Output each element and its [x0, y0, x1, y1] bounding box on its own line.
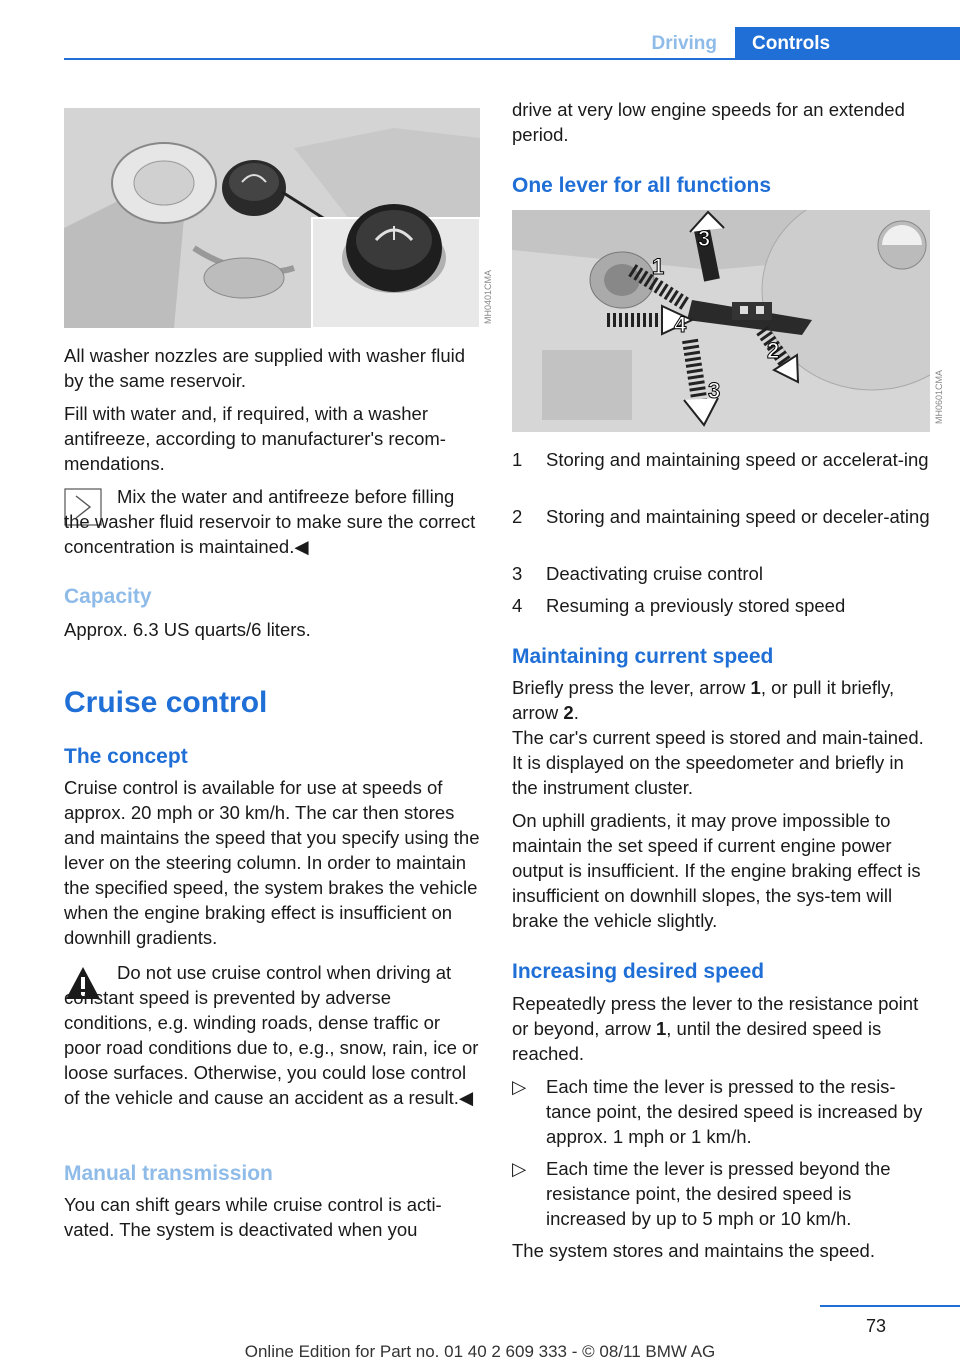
capacity-text: Approx. 6.3 US quarts/6 liters.	[64, 619, 311, 640]
washer-reservoir-photo	[64, 108, 480, 328]
lever-item-3	[512, 561, 936, 586]
continued-text: drive at very low engine speeds for an extended period.	[512, 99, 905, 145]
footer-rule	[820, 1305, 960, 1307]
maintaining-speed-text-3: On uphill gradients, it may prove impossible to maintain the set speed if current engine power output is insufficient. If the engine braking effect is insufficient on downhill slopes, the sys-tem will brake the vehicle slightly.	[512, 810, 921, 931]
increase-bullet-1	[512, 1074, 936, 1152]
lever-item-text: Storing and maintaining speed or deceler-ating	[546, 506, 930, 527]
washer-paragraph-2: Fill with water and, if required, with a washer antifreeze, according to manufacturer's recom-mendations.	[64, 403, 446, 474]
lever-item-2	[512, 504, 936, 554]
lever-item-number: 1	[512, 449, 523, 470]
lever-item-number: 2	[512, 506, 523, 527]
lever-item-text: Resuming a previously stored speed	[546, 595, 846, 616]
lever-item-text: Storing and maintaining speed or accelerat-ing	[546, 449, 929, 470]
manual-transmission-text: You can shift gears while cruise control is acti-vated. The system is deactivated when you	[64, 1194, 442, 1240]
lever-item-1	[512, 447, 936, 497]
lever-label-4: 4	[674, 312, 687, 337]
washer-reservoir-illustration	[64, 108, 480, 328]
lever-item-number: 3	[512, 563, 523, 584]
cruise-control-heading: Cruise control	[64, 686, 268, 719]
lever-item-4	[512, 593, 936, 618]
capacity-heading: Capacity	[64, 585, 152, 608]
cruise-lever-illustration	[512, 210, 930, 432]
lever-label-1: 1	[652, 254, 665, 279]
bullet-text: Each time the lever is pressed beyond the resistance point, the desired speed is increased by up to 5 mph or 10 km/h.	[546, 1158, 891, 1229]
footer-edition: Online Edition for Part no. 01 40 2 609 333 - © 08/11 BMW AG	[244, 1342, 716, 1361]
bullet-arrow-icon: ▷	[512, 1076, 527, 1097]
increasing-speed-text: Repeatedly press the lever to the resistance point or beyond, arrow 1, until the desired speed is reached.	[512, 993, 919, 1064]
closing-text: The system stores and maintains the speed.	[512, 1240, 875, 1261]
maintaining-speed-text-1: Briefly press the lever, arrow 1, or pull it briefly, arrow 2.	[512, 677, 895, 723]
cruise-lever-photo	[512, 210, 930, 432]
manual-transmission-heading: Manual transmission	[64, 1162, 273, 1185]
bullet-arrow-icon: ▷	[512, 1158, 527, 1179]
increase-bullet-2	[512, 1156, 936, 1234]
header-rule	[64, 58, 960, 60]
lever-label-2: 2	[767, 338, 780, 363]
one-lever-heading: One lever for all functions	[512, 174, 772, 197]
washer-note: Mix the water and antifreeze before filling the washer fluid reservoir to make sure the correct concentration is maintained.◀	[64, 486, 476, 557]
lever-item-text: Deactivating cruise control	[546, 563, 763, 584]
lever-label-3-top: 3	[698, 226, 711, 251]
concept-heading: The concept	[64, 745, 188, 768]
maintaining-speed-text-2: The car's current speed is stored and main-tained. It is displayed on the speedometer and briefly in the instrument cluster.	[512, 727, 924, 798]
lever-label-3-bottom: 3	[708, 378, 721, 403]
increasing-speed-heading: Increasing desired speed	[512, 960, 765, 983]
header-section-tab: Driving	[600, 27, 733, 60]
header-chapter-tab: Controls	[735, 27, 960, 60]
washer-photo-code: MH0401CMA	[483, 270, 493, 325]
maintaining-speed-heading: Maintaining current speed	[512, 645, 774, 668]
lever-photo-code: MH0601CMA	[934, 370, 944, 425]
lever-item-number: 4	[512, 595, 523, 616]
page-number: 73	[865, 1316, 886, 1336]
bullet-text: Each time the lever is pressed to the resis-tance point, the desired speed is increased by approx. 1 mph or 1 km/h.	[546, 1076, 923, 1147]
left-column	[64, 343, 480, 476]
washer-paragraph-1: All washer nozzles are supplied with washer fluid by the same reservoir.	[64, 345, 466, 391]
cruise-warning: Do not use cruise control when driving at constant speed is prevented by adverse conditions, e.g. winding roads, dense traffic or poor road conditions due to, e.g., snow, rain, ice or loose surfaces. Otherwise, you could lose control of the vehicle and cause an accident as a result.◀	[64, 962, 479, 1108]
concept-text: Cruise control is available for use at speeds of approx. 20 mph or 30 km/h. The car then stores and maintains the speed that you specify using the lever on the steering column. In order to maintain the specified speed, the system brakes the vehicle when the engine braking effect is insufficient on downhill gradients.	[64, 777, 480, 948]
